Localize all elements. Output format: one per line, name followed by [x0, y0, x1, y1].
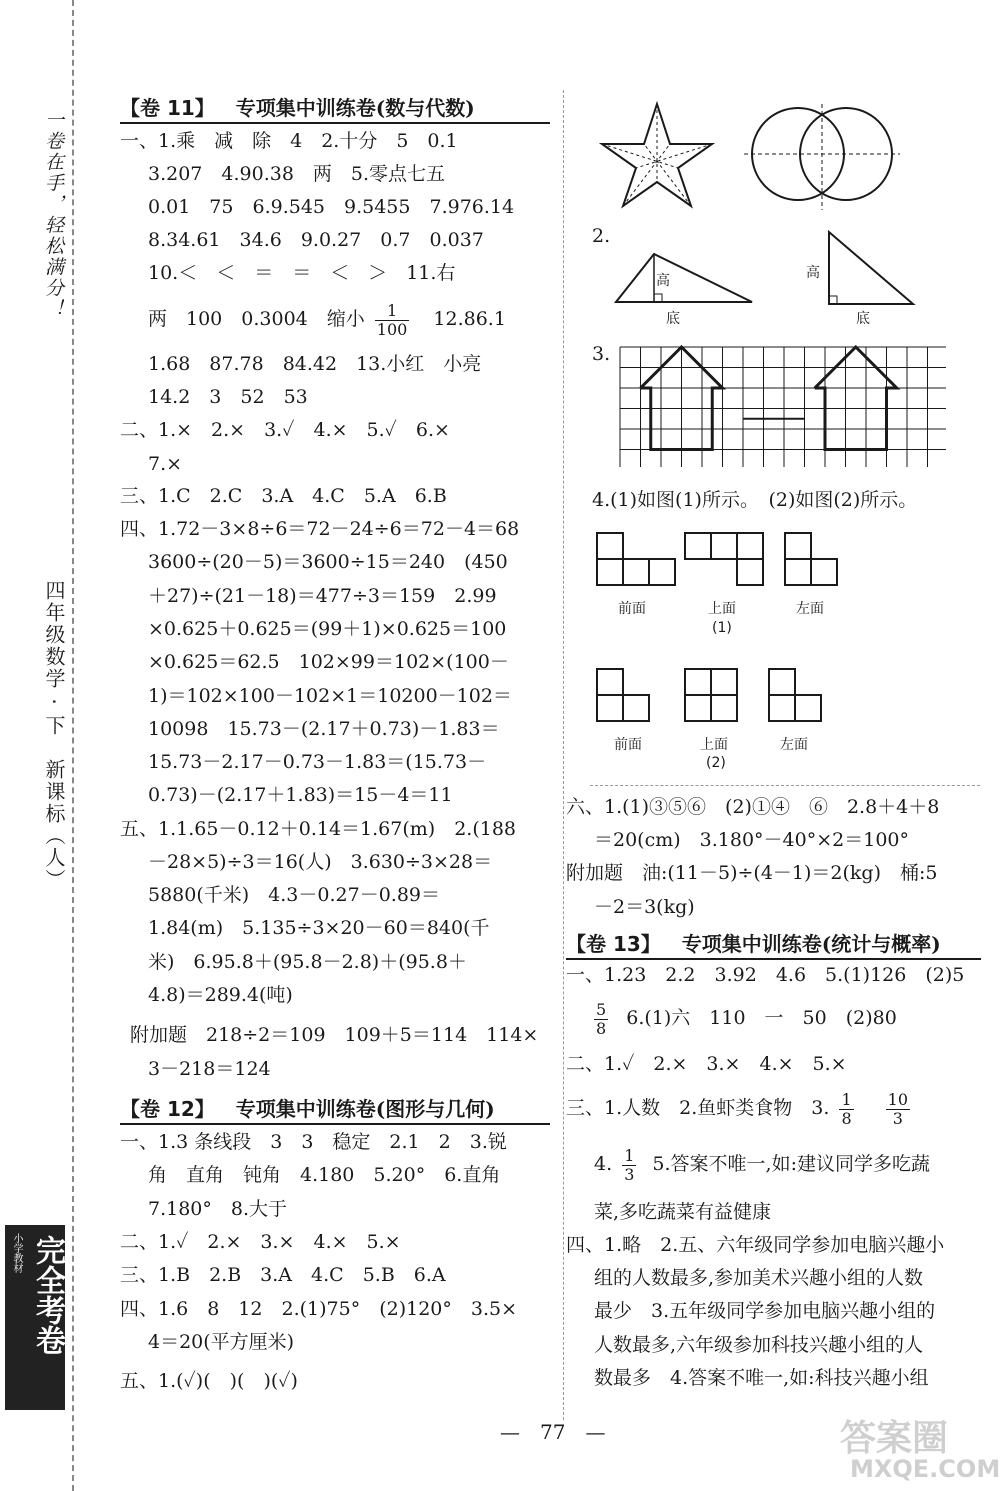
divider-rule	[590, 785, 980, 786]
figure-3-label: 3.	[592, 343, 611, 365]
top-view-1	[684, 532, 764, 588]
answer-line: 二、1.✓ 2.× 3.× 4.× 5.×	[566, 1053, 847, 1075]
margin-dashed-line	[72, 0, 74, 1491]
section-11-title: 专项集中训练卷(数与代数)	[235, 96, 475, 120]
fraction-numerator: 1	[375, 302, 410, 321]
fraction-numerator: 10	[887, 1089, 909, 1109]
answer-line: 五、1.1.65－0.12＋0.14＝1.67(m) 2.(188	[120, 818, 516, 840]
answer-line: 1.84(m) 5.135÷3×20－60＝840(千	[148, 917, 490, 939]
fraction-numerator: 1	[624, 1145, 635, 1165]
brand-logo	[5, 1225, 65, 1410]
star-figure	[598, 100, 716, 210]
triangle-figure-2	[825, 228, 920, 310]
answer-line: 0.73)－(2.17＋1.83)＝15－4＝11	[148, 784, 453, 806]
answer-line: 7.180° 8.大于	[148, 1198, 288, 1220]
answer-line: 四、1.72－3×8÷6＝72－24÷6＝72－4＝68	[120, 518, 520, 540]
fraction-denominator: 3	[624, 1164, 635, 1184]
answer-line: 7.×	[148, 453, 183, 475]
fraction-line	[594, 1142, 930, 1186]
triangle-1-base-label: 底	[666, 311, 680, 327]
section-11-heading	[120, 92, 475, 121]
answer-line: 三、1.B 2.B 3.A 4.C 5.B 6.A	[120, 1264, 446, 1286]
views-2-caption: (2)	[706, 755, 726, 771]
answer-line: 四、1.略 2.五、六年级同学参加电脑兴趣小	[566, 1234, 945, 1256]
answer-line: 10.＜ ＜ ＝ ＝ ＜ ＞ 11.右	[148, 262, 456, 284]
section-12-title: 专项集中训练卷(图形与几何)	[235, 1097, 495, 1121]
left-view-1	[784, 532, 840, 588]
fraction-line-pre: 三、1.人数 2.鱼虾类食物 3.	[566, 1097, 830, 1119]
section-13-title: 专项集中训练卷(统计与概率)	[681, 932, 941, 956]
answer-line: 人数最多,六年级参加科技兴趣小组的人	[594, 1334, 924, 1356]
answer-line: 组的人数最多,参加美术兴趣小组的人数	[594, 1267, 924, 1289]
answer-line: 二、1.× 2.× 3.✓ 4.× 5.✓ 6.×	[120, 419, 450, 441]
fraction	[375, 302, 410, 339]
answer-line: ×0.625＝62.5 102×99＝102×(100－	[148, 651, 509, 673]
section-11-rule	[120, 122, 550, 124]
triangle-figure-1	[612, 250, 757, 310]
triangle-1-height-label: 高	[656, 273, 670, 289]
answer-line: 15.73－2.17－0.73－1.83＝(15.73－	[148, 751, 487, 773]
answer-line: 一、1.乘 减 除 4 2.十分 5 0.1	[120, 130, 458, 152]
front-view-1	[596, 532, 676, 588]
answer-line: 角 直角 钝角 4.180 5.20° 6.直角	[148, 1164, 501, 1186]
section-13-label: 【卷 13】	[566, 932, 661, 956]
view-label: 左面	[780, 737, 808, 753]
view-label: 上面	[700, 737, 728, 753]
section-11-label: 【卷 11】	[120, 96, 215, 120]
column-divider	[563, 90, 564, 1420]
fraction-numerator: 1	[841, 1089, 852, 1109]
q4-text: 4.(1)如图(1)所示。 (2)如图(2)所示。	[592, 489, 918, 511]
brand-big: 完全考卷	[30, 1235, 65, 1355]
views-1-caption: (1)	[712, 620, 732, 636]
triangle-2-base-label: 底	[856, 311, 870, 327]
fraction	[622, 1147, 636, 1184]
answer-line: 4.8)＝289.4(吨)	[148, 984, 293, 1006]
answer-line: －28×5)÷3＝16(人) 3.630÷3×28＝	[148, 851, 493, 873]
answer-line: 0.01 75 6.9.545 9.5455 7.976.14	[148, 196, 515, 218]
slogan: 一卷在手，轻松满分！	[42, 110, 64, 320]
answer-line: 附加题 油:(11－5)÷(4－1)＝2(kg) 桶:5	[566, 862, 938, 884]
answer-line: 5880(千米) 4.3－0.27－0.89＝	[148, 884, 441, 906]
view-label: 前面	[614, 737, 642, 753]
view-label: 前面	[618, 601, 646, 617]
front-view-2	[596, 668, 652, 724]
fraction-numerator: 5	[596, 999, 607, 1019]
answer-line: ＋27)÷(21－18)＝477÷3＝159 2.99	[148, 585, 497, 607]
view-label: 上面	[708, 601, 736, 617]
fraction-line-pre: 4.	[594, 1153, 613, 1175]
page-number: — 77 —	[500, 1420, 606, 1444]
fraction-line	[148, 296, 506, 342]
answer-line: 米) 6.95.8＋(95.8－2.8)＋(95.8＋	[148, 951, 467, 973]
fraction-line	[566, 1086, 914, 1130]
watermark-brand: 答案圈	[840, 1418, 949, 1459]
answer-line: －2＝3(kg)	[594, 896, 695, 918]
answer-line: 一、1.3 条线段 3 3 稳定 2.1 2 3.锐	[120, 1131, 507, 1153]
answer-line: ×0.625＋0.625＝(99＋1)×0.625＝100	[148, 618, 507, 640]
answer-line: 五、1.(✓)( )( )(✓)	[120, 1370, 298, 1392]
section-12-heading	[120, 1093, 495, 1122]
left-view-2	[768, 668, 824, 724]
section-13-rule	[566, 958, 981, 960]
fraction	[594, 1001, 608, 1038]
answer-line: 3－218＝124	[148, 1058, 271, 1080]
answer-line: 1.68 87.78 84.42 13.小红 小亮	[148, 353, 482, 375]
fraction-line-pre: 两 100 0.3004 缩小	[148, 308, 365, 330]
fraction-denominator: 8	[596, 1018, 607, 1038]
fraction-line-post: 12.86.1	[433, 308, 506, 330]
answer-line: 4＝20(平方厘米)	[148, 1331, 295, 1353]
triangle-2-height-label: 高	[806, 265, 820, 281]
fraction	[886, 1091, 910, 1128]
answer-line: 数最多 4.答案不唯一,如:科技兴趣小组	[594, 1367, 929, 1389]
answer-line: 二、1.✓ 2.× 3.× 4.× 5.×	[120, 1231, 401, 1253]
answer-line: 菜,多吃蔬菜有益健康	[594, 1201, 772, 1223]
section-12-label: 【卷 12】	[120, 1097, 215, 1121]
answer-line: 1)＝102×100－102×1＝10200－102＝	[148, 685, 512, 707]
answer-line: 10098 15.73－(2.17＋0.73)－1.83＝	[148, 718, 500, 740]
answer-line: ＝20(cm) 3.180°－40°×2＝100°	[594, 829, 910, 851]
watermark-site: MXQE.COM	[850, 1455, 1000, 1483]
fraction-line-post: 6.(1)六 110 一 50 (2)80	[626, 1007, 897, 1029]
answer-line: 3600÷(20－5)＝3600÷15＝240 (450	[148, 551, 508, 573]
two-circles-figure	[742, 102, 902, 212]
section-12-rule	[120, 1123, 550, 1125]
fraction-line	[594, 996, 897, 1040]
answer-line: 一、1.23 2.2 3.92 4.6 5.(1)126 (2)5	[566, 964, 965, 986]
answer-line: 六、1.(1)③⑤⑥ (2)①④ ⑥ 2.8＋4＋8	[566, 796, 940, 818]
book-title: 四年级数学 · 下 新课标（人）	[42, 580, 66, 892]
answer-line: 三、1.C 2.C 3.A 4.C 5.A 6.B	[120, 485, 447, 507]
fraction	[839, 1091, 853, 1128]
answer-line: 14.2 3 52 53	[148, 386, 308, 408]
figure-2-label: 2.	[592, 225, 611, 247]
house-shape	[815, 347, 897, 450]
answer-line: 附加题 218÷2＝109 109＋5＝114 114×	[130, 1024, 539, 1046]
view-label: 左面	[796, 601, 824, 617]
answer-line: 8.34.61 34.6 9.0.27 0.7 0.037	[148, 229, 484, 251]
answer-line: 四、1.6 8 12 2.(1)75° (2)120° 3.5×	[120, 1298, 518, 1320]
fraction-denominator: 8	[841, 1108, 852, 1128]
translation-grid-figure	[618, 345, 946, 467]
fraction-denominator: 100	[376, 319, 408, 339]
brand-small: 小学教材	[11, 1233, 22, 1273]
fraction-line-post: 5.答案不唯一,如:建议同学多吃蔬	[652, 1153, 930, 1175]
top-view-2	[684, 668, 740, 724]
fraction-denominator: 3	[892, 1108, 903, 1128]
answer-line: 3.207 4.90.38 两 5.零点七五	[148, 163, 446, 185]
answer-line: 最少 3.五年级同学参加电脑兴趣小组的	[594, 1300, 936, 1322]
section-13-heading	[566, 928, 941, 957]
